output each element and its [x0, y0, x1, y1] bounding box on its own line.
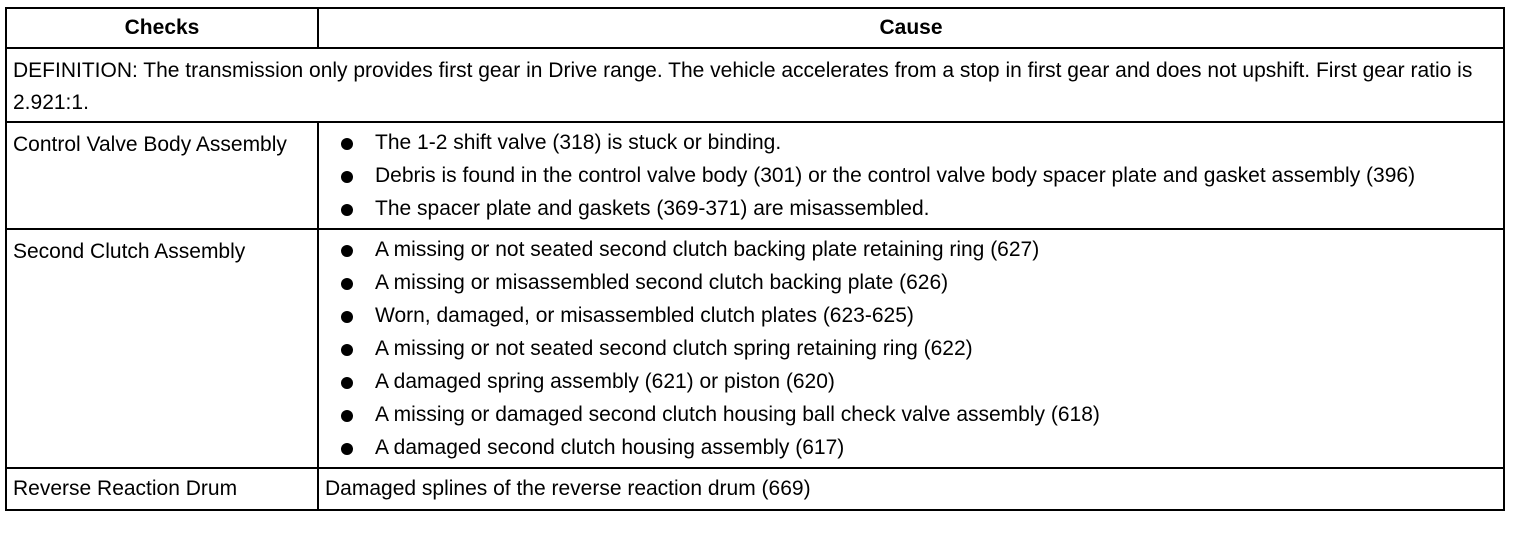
cause-text: A missing or not seated second clutch backing plate retaining ring (627) [375, 238, 1040, 261]
cause-item [325, 432, 1497, 464]
bullet-icon [341, 443, 353, 455]
cause-text: The 1-2 shift valve (318) is stuck or binding. [375, 131, 782, 154]
bullet-icon [341, 204, 353, 216]
cause-cell [318, 229, 1504, 468]
definition-row [6, 48, 1504, 122]
cause-text: A missing or misassembled second clutch backing plate (626) [375, 271, 949, 294]
cause-text: A damaged spring assembly (621) or piston (620) [375, 370, 835, 393]
table-row [6, 229, 1504, 468]
table-row [6, 122, 1504, 229]
cause-text: Worn, damaged, or misassembled clutch plates (623-625) [375, 304, 914, 327]
cause-list [325, 234, 1497, 464]
cause-text: Debris is found in the control valve body (301) or the control valve body spacer plate and gasket assembly (396) [375, 164, 1416, 187]
bullet-icon [341, 138, 353, 150]
cause-item [325, 399, 1497, 431]
check-label: Control Valve Body Assembly [6, 122, 318, 229]
cause-item [325, 366, 1497, 398]
bullet-icon [341, 344, 353, 356]
cause-item [325, 193, 1497, 225]
bullet-icon [341, 377, 353, 389]
cause-item [325, 127, 1497, 159]
bullet-icon [341, 410, 353, 422]
cause-cell [318, 122, 1504, 229]
cause-text: Damaged splines of the reverse reaction drum (669) [318, 468, 1504, 510]
cause-text: A missing or damaged second clutch housing ball check valve assembly (618) [375, 403, 1100, 426]
table-row [6, 468, 1504, 510]
cause-text: A missing or not seated second clutch spring retaining ring (622) [375, 337, 973, 360]
cause-list [325, 127, 1497, 225]
cause-item [325, 234, 1497, 266]
bullet-icon [341, 171, 353, 183]
bullet-icon [341, 245, 353, 257]
cause-item [325, 333, 1497, 365]
checks-column-header: Checks [6, 8, 318, 48]
bullet-icon [341, 311, 353, 323]
cause-text: A damaged second clutch housing assembly (617) [375, 436, 845, 459]
cause-text: The spacer plate and gaskets (369-371) are misassembled. [375, 197, 930, 220]
definition-text: DEFINITION: The transmission only provides first gear in Drive range. The vehicle accelerates from a stop in first gear and does not upshift. First gear ratio is 2.921:1. [6, 48, 1504, 122]
cause-item [325, 300, 1497, 332]
cause-item [325, 267, 1497, 299]
check-label: Second Clutch Assembly [6, 229, 318, 468]
cause-column-header: Cause [318, 8, 1504, 48]
table-header-row [6, 8, 1504, 48]
diagnosis-table [5, 7, 1505, 511]
check-label: Reverse Reaction Drum [6, 468, 318, 510]
cause-item [325, 160, 1497, 192]
bullet-icon [341, 278, 353, 290]
